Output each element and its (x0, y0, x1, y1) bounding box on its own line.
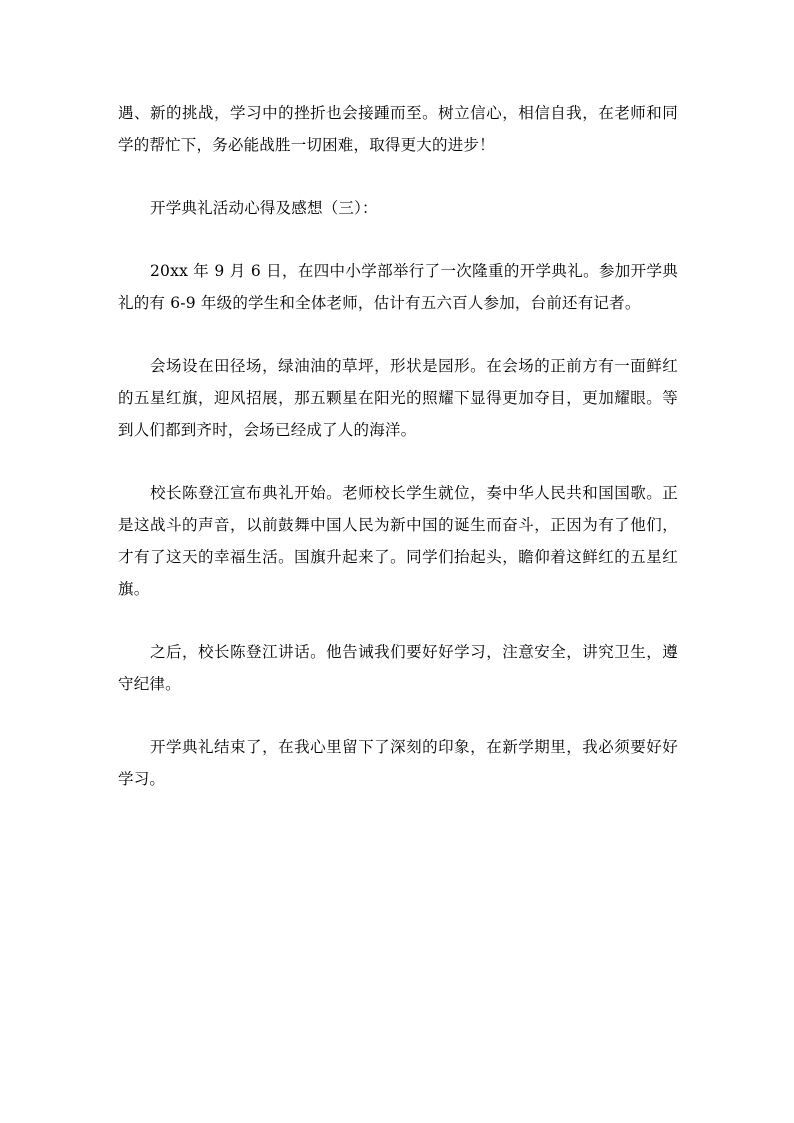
section-heading: 开学典礼活动心得及感想（三）： (150, 199, 378, 217)
document-body (118, 97, 678, 795)
paragraph-continuation: 遇、新的挑战，学习中的挫折也会接踵而至。树立信心，相信自我，在老师和同学的帮忙下，务必能战胜一切困难，取得更大的进步！ (118, 104, 678, 154)
paragraph-ceremony: 校长陈登江宣布典礼开始。老师校长学生就位，奏中华人民共和国国歌。正是这战斗的声音，以前鼓舞中国人民为新中国的诞生而奋斗，正因为有了他们，才有了这天的幸福生活。国旗升起来了。同学们抬起头，瞻仰着这鲜红的五星红旗。 (118, 484, 678, 598)
paragraph-date: 20xx 年 9 月 6 日，在四中小学部举行了一次隆重的开学典礼。参加开学典礼的有 6-9 年级的学生和全体老师，估计有五六百人参加，台前还有记者。 (118, 262, 678, 312)
paragraph-venue: 会场设在田径场，绿油油的草坪，形状是园形。在会场的正前方有一面鲜红的五星红旗，迎风招展，那五颗星在阳光的照耀下显得更加夺目，更加耀眼。等到人们都到齐时，会场已经成了人的海洋。 (118, 357, 678, 439)
paragraph-conclusion: 开学典礼结束了，在我心里留下了深刻的印象，在新学期里，我必须要好好学习。 (118, 738, 678, 788)
paragraph-speech: 之后，校长陈登江讲话。他告诫我们要好好学习，注意安全，讲究卫生，遵守纪律。 (118, 643, 678, 693)
